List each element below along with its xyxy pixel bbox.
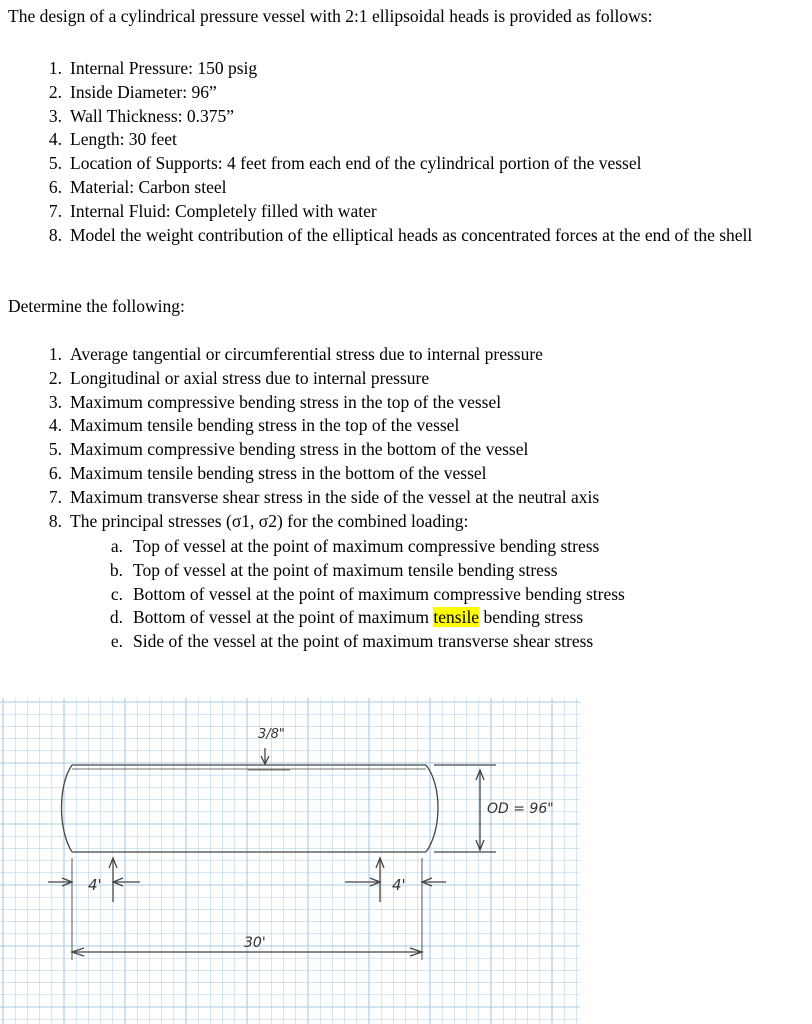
list-number: 8. [48,510,62,531]
right-head [426,765,438,852]
list-number: 7. [48,200,62,221]
spec-text: Material: Carbon steel [70,176,227,197]
task-text: Maximum compressive bending stress in the top of the vessel [70,391,502,412]
list-number: 1. [48,344,62,364]
list-number: 6. [48,176,62,197]
list-number: 4. [48,129,62,150]
task-text: Maximum tensile bending stress in the bottom of the vessel [70,462,487,483]
task-text: Average tangential or circumferential stress due to internal pressure [70,344,543,364]
list-item [110,583,625,607]
list-number: 3. [48,105,62,126]
task-text: Maximum transverse shear stress in the side of the vessel at the neutral axis [70,486,600,507]
list-letter: d. [109,607,123,628]
spec-text: Length: 30 feet [70,129,177,150]
task-list [48,343,600,533]
list-item [48,462,599,486]
list-number: 4. [48,415,62,436]
spec-text: Wall Thickness: 0.375” [70,105,235,126]
task-text: Maximum compressive bending stress in the bottom of the vessel [70,439,529,460]
left-support-label: 4' [88,876,102,894]
list-letter: c. [110,583,123,604]
specification-list [48,57,812,247]
list-number: 2. [48,81,62,102]
list-item [48,128,812,152]
list-number: 6. [48,462,62,483]
subtask-text: Bottom of vessel at the point of maximum compressive bending stress [133,583,625,604]
list-item [110,535,625,559]
left-head [62,765,73,852]
list-letter: b. [109,559,123,580]
highlighted-word: tensile [433,607,480,628]
list-item [48,438,599,462]
length-label: 30' [244,935,266,951]
intro-text: The design of a cylindrical pressure vessel with 2:1 ellipsoidal heads is provided as follows: [8,6,653,26]
list-item [48,105,812,129]
list-item [48,176,812,200]
list-item [109,606,625,630]
list-number: 2. [48,367,62,388]
subtask-text: bending stress [479,607,584,628]
list-number: 8. [48,224,62,245]
list-item [48,224,812,248]
list-item [48,486,600,510]
list-number: 7. [48,486,62,507]
list-number: 1. [48,58,62,78]
spec-text: Inside Diameter: 96” [70,81,217,102]
list-item [110,630,625,654]
task-text: The principal stresses (σ1, σ2) for the combined loading: [70,510,469,531]
list-item [48,152,812,176]
list-item [109,559,625,583]
list-item [48,510,599,534]
subtask-text: Top of vessel at the point of maximum compressive bending stress [133,536,600,556]
list-item [48,414,599,438]
od-label: OD = 96" [487,801,554,817]
list-letter: a. [110,536,123,556]
list-letter: e. [110,631,123,652]
subtask-text: Bottom of vessel at the point of maximum [133,607,434,628]
vessel-sketch [0,690,812,1024]
right-support-label: 4' [392,876,406,894]
list-item [48,343,599,367]
list-number: 5. [48,153,62,174]
spec-text: Internal Pressure: 150 psig [70,58,258,78]
subtask-text: Side of the vessel at the point of maximum transverse shear stress [133,631,594,652]
subtask-list [109,535,625,654]
subtask-text: Top of vessel at the point of maximum tensile bending stress [133,559,558,580]
list-item [48,367,599,391]
task-text: Maximum tensile bending stress in the top of the vessel [70,415,460,436]
spec-text: Internal Fluid: Completely filled with water [70,200,377,221]
list-item [48,200,812,224]
spec-text: Location of Supports: 4 feet from each end of the cylindrical portion of the vessel [70,153,642,174]
list-number: 3. [48,391,62,412]
list-item [48,57,812,81]
graph-paper-grid [0,698,580,1024]
vessel-drawing [48,748,496,960]
list-number: 5. [48,439,62,460]
list-item [48,391,599,415]
thickness-label: 3/8" [258,727,285,742]
spec-text: Model the weight contribution of the elliptical heads as concentrated forces at the end of the shell [70,224,753,245]
task-text: Longitudinal or axial stress due to internal pressure [70,367,430,388]
list-item [48,81,812,105]
determine-heading: Determine the following: [8,296,185,316]
